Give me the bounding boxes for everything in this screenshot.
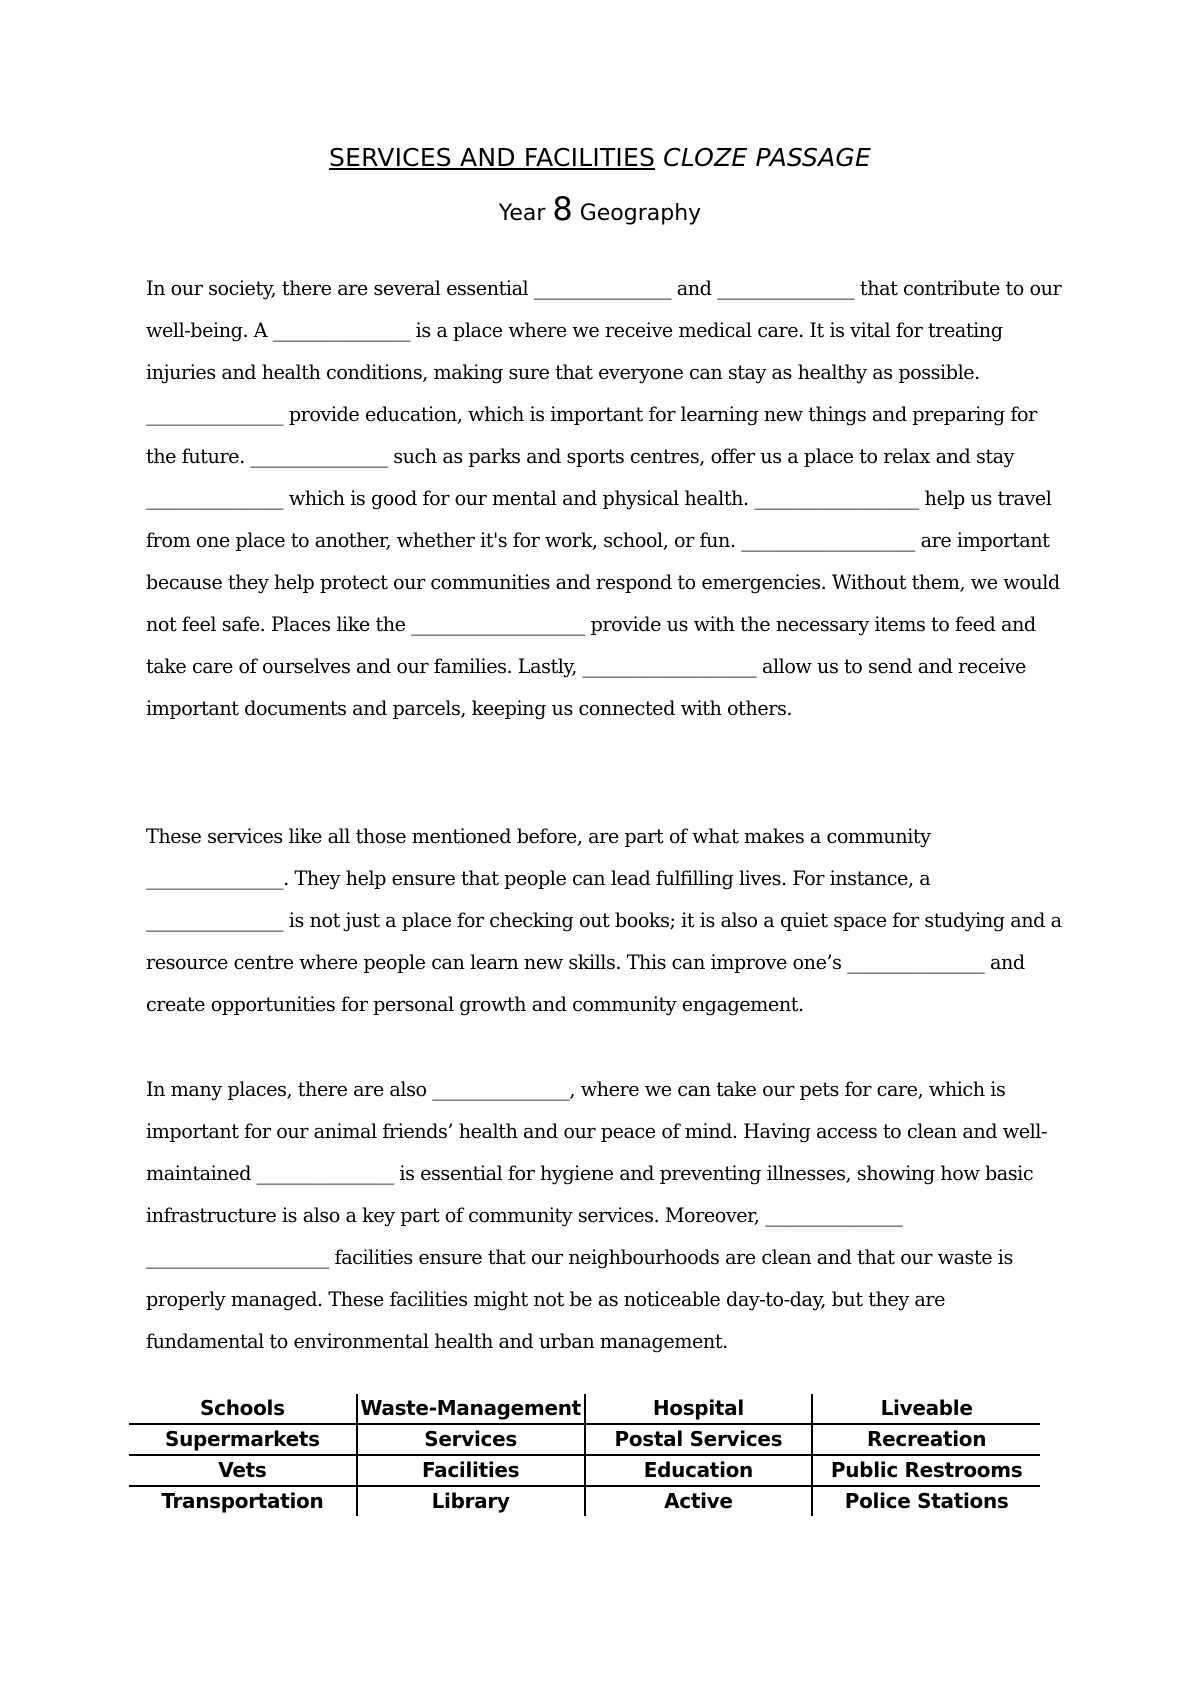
blank-10: ___________________ bbox=[582, 655, 757, 678]
paragraph-2 bbox=[146, 816, 1066, 1026]
table-row bbox=[129, 1394, 1040, 1424]
text-segment: In our society, there are several essential bbox=[146, 277, 534, 300]
text-segment: is a place where we receive medical care. It is vital for treating injuries and health conditions, making sure that everyone can stay as healthy as possible. bbox=[146, 319, 1003, 384]
text-segment: are important because they help protect our communities and respond to emergencies. Without them, we would not feel safe. Places like the bbox=[146, 529, 1060, 636]
subtitle-prefix: Year bbox=[498, 201, 553, 226]
table-row bbox=[129, 1486, 1040, 1516]
page-title bbox=[0, 143, 1200, 172]
text-segment: is not just a place for checking out books; it is also a quiet space for studying and a resource centre where people can learn new skills. This can improve one’s bbox=[146, 909, 1062, 974]
word-bank-cell: Transportation bbox=[129, 1486, 357, 1516]
page-subtitle bbox=[0, 190, 1200, 228]
text-segment: These services like all those mentioned before, are part of what makes a community bbox=[146, 825, 931, 848]
subtitle-suffix: Geography bbox=[572, 201, 702, 226]
text-segment: that contribute to our well-being. A bbox=[146, 277, 1062, 342]
table-row bbox=[129, 1455, 1040, 1486]
word-bank-cell: Postal Services bbox=[585, 1424, 813, 1455]
text-segment: provide us with the necessary items to feed and take care of ourselves and our families. Lastly, bbox=[146, 613, 1036, 678]
word-bank-cell: Hospital bbox=[585, 1394, 813, 1424]
text-segment: which is good for our mental and physical health. bbox=[283, 487, 755, 510]
paragraph-3 bbox=[146, 1069, 1066, 1363]
blank-13: _______________ bbox=[847, 951, 985, 974]
blank-14: _______________ bbox=[432, 1078, 570, 1101]
blank-15: _______________ bbox=[256, 1162, 394, 1185]
blank-16: _______________ bbox=[765, 1204, 903, 1227]
word-bank-table bbox=[129, 1394, 1040, 1516]
blank-16-continued: ____________________ bbox=[146, 1246, 329, 1269]
word-bank-cell: Vets bbox=[129, 1455, 357, 1486]
text-segment: such as parks and sports centres, offer us a place to relax and stay bbox=[387, 445, 1014, 468]
text-segment: and bbox=[671, 277, 718, 300]
word-bank-cell: Supermarkets bbox=[129, 1424, 357, 1455]
paragraph-1 bbox=[146, 268, 1066, 730]
text-segment: help us travel from one place to another, whether it's for work, school, or fun. bbox=[146, 487, 1052, 552]
blank-1: _______________ bbox=[533, 277, 672, 300]
title-italic: CLOZE PASSAGE bbox=[663, 143, 871, 172]
table-row bbox=[129, 1424, 1040, 1455]
text-segment: is essential for hygiene and preventing illnesses, showing how basic infrastructure is also a key part of community services. Moreover, bbox=[146, 1162, 1034, 1227]
blank-5: _______________ bbox=[250, 445, 388, 468]
text-segment: allow us to send and receive important documents and parcels, keeping us connected with others. bbox=[146, 655, 1026, 720]
blank-11: _______________ bbox=[146, 867, 284, 890]
blank-8: ___________________ bbox=[741, 529, 915, 552]
text-segment: provide education, which is important for learning new things and preparing for the future. bbox=[146, 403, 1037, 468]
text-segment: , where we can take our pets for care, which is important for our animal friends’ health and our peace of mind. Having access to clean and well-maintained bbox=[146, 1078, 1048, 1185]
word-bank-cell: Waste-Management bbox=[357, 1394, 585, 1424]
blank-3: _______________ bbox=[272, 319, 410, 342]
text-segment: . They help ensure that people can lead fulfilling lives. For instance, a bbox=[283, 867, 931, 890]
word-bank-cell: Police Stations bbox=[844, 1489, 1009, 1513]
title-main: SERVICES AND FACILITIES bbox=[329, 143, 656, 172]
blank-12: _______________ bbox=[146, 909, 284, 932]
word-bank-cell: Public Restrooms bbox=[812, 1455, 1040, 1486]
word-bank-cell: Liveable bbox=[812, 1394, 1040, 1424]
word-bank-cell: Recreation bbox=[812, 1424, 1040, 1455]
text-segment: facilities ensure that our neighbourhoods are clean and that our waste is properly managed. These facilities might not be as noticeable day-to-day, but they are fundamental to environmental health and urban management. bbox=[146, 1246, 1013, 1353]
subtitle-year-number: 8 bbox=[552, 190, 573, 228]
blank-2: _______________ bbox=[717, 277, 855, 300]
blank-9: ___________________ bbox=[411, 613, 585, 636]
blank-4: _______________ bbox=[146, 403, 284, 426]
word-bank-cell: Facilities bbox=[357, 1455, 585, 1486]
text-segment: and create opportunities for personal growth and community engagement. bbox=[146, 951, 1025, 1016]
word-bank-cell: Active bbox=[585, 1486, 813, 1516]
text-segment: In many places, there are also bbox=[146, 1078, 433, 1101]
word-bank-cell: Library bbox=[357, 1486, 585, 1516]
blank-6: _______________ bbox=[146, 487, 284, 510]
word-bank-cell: Education bbox=[585, 1455, 813, 1486]
blank-7: __________________ bbox=[754, 487, 919, 510]
word-bank-cell: Services bbox=[357, 1424, 585, 1455]
word-bank-cell: Schools bbox=[129, 1394, 357, 1424]
